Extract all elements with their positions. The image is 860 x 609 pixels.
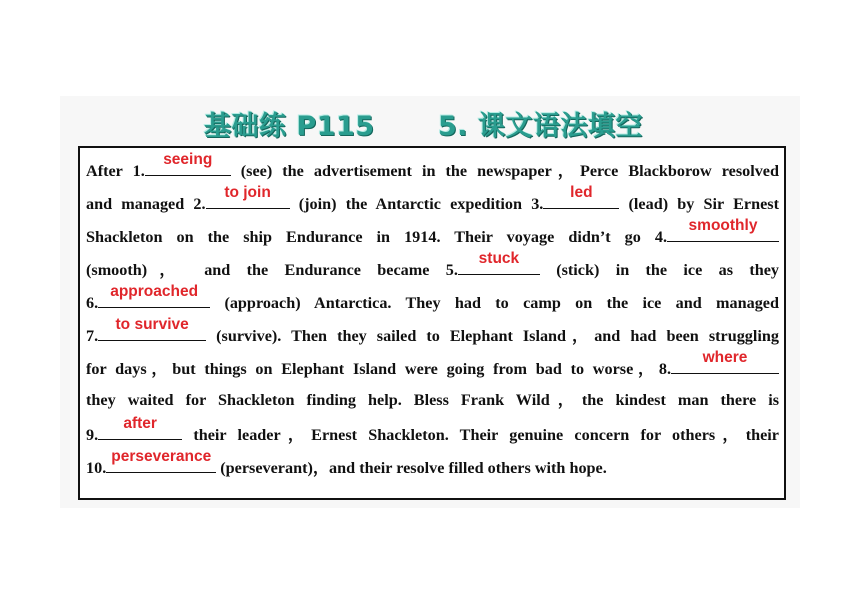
passage-line-6: [86, 316, 779, 346]
passage-line-5: [86, 283, 779, 313]
blank-2[interactable]: [206, 184, 290, 209]
blank-1[interactable]: [145, 151, 231, 176]
blank-8[interactable]: [671, 349, 779, 374]
line-text: Shackleton on the ship Endurance in 1914. Their voyage didn’t go 4.: [86, 228, 667, 246]
line-text: (perseverant)，and their resolve filled others with hope.: [216, 459, 607, 477]
passage-line-4: [86, 250, 779, 280]
blank-9[interactable]: [98, 415, 182, 440]
passage-line-10: [86, 448, 779, 478]
line-text: they waited for Shackleton finding help. Bless Frank Wild，the kindest man there is: [86, 391, 779, 409]
answer-7: to survive: [115, 316, 189, 333]
line-text: After 1.: [86, 162, 145, 180]
line-text: 10.: [86, 459, 107, 477]
line-text: 6.: [86, 294, 99, 312]
answer-5: stuck: [478, 250, 520, 267]
blank-10[interactable]: [106, 448, 216, 473]
blank-5[interactable]: [458, 250, 540, 275]
answer-3: led: [570, 184, 593, 201]
answer-9: after: [123, 415, 157, 432]
exercise-task-title: 5. 课文语法填空: [438, 111, 643, 142]
line-text: 7.: [86, 327, 99, 345]
answer-6: approached: [110, 283, 199, 300]
line-text: (survive). Then they sailed to Elephant Island，and had been struggling: [206, 327, 779, 345]
answer-8: where: [702, 349, 748, 366]
cloze-passage-box: [78, 146, 786, 500]
line-text: (join) the Antarctic expedition 3.: [289, 195, 544, 213]
line-text: and managed 2.: [86, 195, 206, 213]
blank-6[interactable]: [98, 283, 210, 308]
line-text: their leader，Ernest Shackleton. Their genuine concern for others，their: [182, 426, 779, 444]
passage-line-2: [86, 184, 779, 214]
line-text: (stick) in the ice as they: [539, 261, 779, 279]
blank-3[interactable]: [543, 184, 619, 209]
line-text: (smooth)， and the Endurance became 5.: [86, 261, 458, 279]
passage-line-1: [86, 151, 779, 181]
line-text: (lead) by Sir Ernest: [619, 195, 779, 213]
answer-10: perseverance: [111, 448, 212, 465]
line-text: for days，but things on Elephant Island were going from bad to worse，8.: [86, 360, 671, 378]
line-text: (approach) Antarctica. They had to camp on the ice and managed: [210, 294, 779, 312]
line-text: (see) the advertisement in the newspaper，Perce Blackborow resolved: [230, 162, 779, 180]
line-text: 9.: [86, 426, 99, 444]
passage-line-8: [86, 390, 779, 410]
answer-1: seeing: [163, 151, 213, 168]
passage-line-7: [86, 349, 779, 379]
passage-line-9: [86, 415, 779, 445]
exercise-section-title: 基础练 P115: [204, 111, 375, 142]
answer-2: to join: [224, 184, 271, 201]
answer-4: smoothly: [688, 217, 758, 234]
blank-4[interactable]: [667, 217, 779, 242]
passage-line-3: [86, 217, 779, 247]
blank-7[interactable]: [98, 316, 206, 341]
